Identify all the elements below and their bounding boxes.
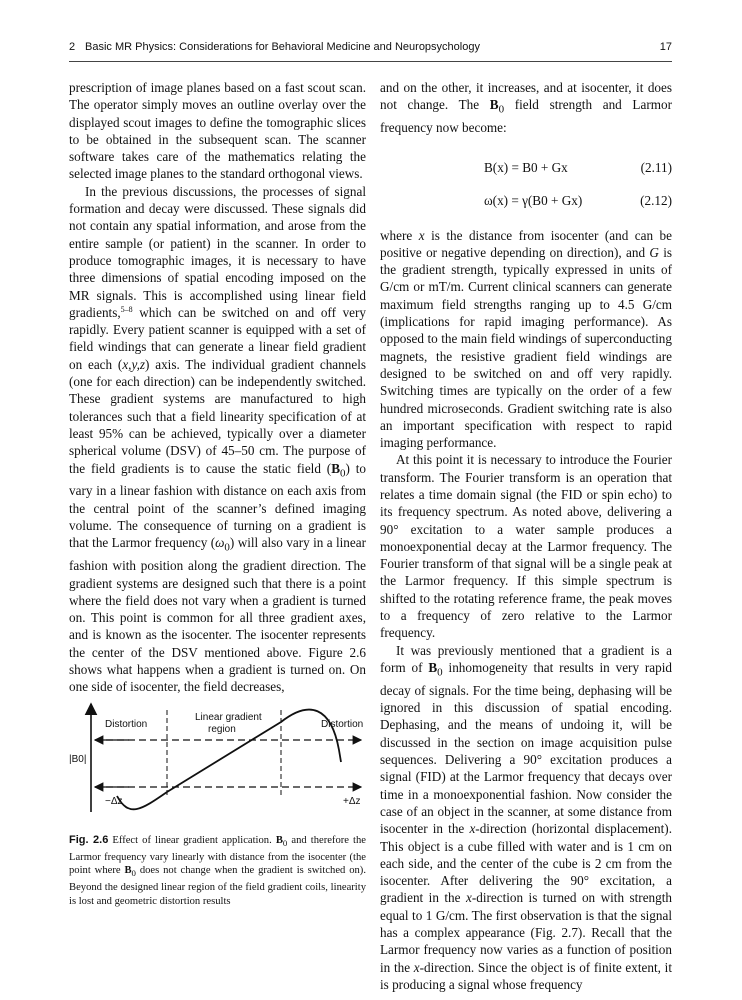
label-distortion-left: Distortion: [105, 719, 148, 730]
left-column: [69, 79, 366, 696]
label-minus-dz: −Δz: [105, 796, 123, 807]
running-title: Basic MR Physics: Considerations for Behavioral Medicine and Neuropsychology: [85, 41, 480, 53]
equation-number: (2.11): [640, 159, 672, 175]
page-number: 17: [659, 41, 672, 53]
label-y-axis: |B0|: [69, 754, 87, 765]
equation-number: (2.12): [640, 192, 672, 208]
chapter-number: 2: [69, 41, 76, 53]
equation-expression: B(x) = B0 + Gx: [484, 159, 568, 175]
equation-expression: ω(x) = γ(B0 + Gx): [484, 192, 583, 208]
paragraph: where x is the distance from isocenter (and can be positive or negative depending on direction), and G is the gradient strength, typically expressed in units of G/cm or mT/m. Current clinical scanners can generate maximum field strengths ranging up to 4.5 G/cm (implications for rapid imaging performance). As opposed to the main field windings of superconducting magnets, the resistive gradient field windings are designed to be switched on and off very rapidly. Switching times are typically on the order of a few hundred microseconds. Gradient switching rate is also an important specification with respect to rapid imaging performance.: [380, 227, 673, 451]
paragraph: At this point it is necessary to introduce the Fourier transform. The Fourier transform is an operation that relates a time domain signal (the FID or spin echo) to its frequency spectrum. As noted above, delivering a 90° excitation to a water sample produces a monoexponential decay at the Larmor frequency. The Fourier transform of that signal will be a single peak at the Larmor frequency. If this simple spectrum is shifted to the rotating reference frame, the peak moves to a frequency of zero relative to the Larmor frequency.: [380, 452, 672, 641]
label-distortion-right: Distortion: [321, 719, 364, 730]
figure-2-6: [69, 700, 366, 820]
right-column: [380, 79, 672, 993]
label-linear-region-2: region: [208, 724, 236, 735]
running-header: [69, 41, 672, 59]
figure-label: Fig. 2.6: [69, 834, 109, 846]
equation-2-12: [380, 184, 672, 217]
label-linear-region: Linear gradient: [195, 712, 262, 723]
paragraph: prescription of image planes based on a fast scout scan. The operator simply moves an outline overlay over the displayed scout images to define the tomographic slices to be obtained in the subsequent scan. The scanner software takes care of the mathematics relating the selected image planes to the standard orthogonal views.: [69, 80, 366, 182]
paragraph: In the previous discussions, the processes of signal formation and decay were discussed. These signals did not contain any spatial information, and arose from the entire sample (or patient) in the scanner. In order to produce tomographic images, it is necessary to have three dimensions of spatial encoding imposed on the MR signals. This is accomplished using linear field gradients,$^{5-8}$ which can be switched on and off very rapidly. Every patient scanner is equipped with a set of field windings that can generate a linear field gradient on each (x,y,z) axis. The individual gradient channels (one for each direction) can be independently switched. These gradient systems are manufactured to high tolerances such that a field linearity specification of at least 95% can be achieved, typically over a diameter spherical volume (DSV) of 45–50 cm. The purpose of the field gradients is to cause the static field $(B_0)$ to vary in a linear fashion with distance on each axis from the central point of the scanner’s defined imaging volume. The consequence of turning on a gradient is that the Larmor frequency $(\omega_0)$ will also vary in a linear fashion with position along the gradient direction. The gradient systems are designed such that there is a point where the field does not vary when a gradient is turned on. This point is common for all three gradient axes, and is known as the isocenter. The isocenter represents the center of the DSV mentioned above. Figure 2.6 shows what happens when a gradient is turned on. On one side of isocenter, the field decreases,: [69, 183, 366, 695]
gradient-diagram: [69, 700, 366, 820]
header-rule: [69, 61, 672, 62]
figure-caption: Fig. 2.6 Effect of linear gradient application. $B_0$ and therefore the Larmor frequency vary linearly with distance from the isocenter (the point where $B_0$ does not change when the gradient is switched on). Beyond the designed linear region of the field gradient coils, linearity is lost and geometric distortion results: [69, 834, 366, 907]
label-plus-dz: +Δz: [343, 796, 361, 807]
paragraph: It was previously mentioned that a gradient is a form of $B_0$ inhomogeneity that results in very rapid decay of signals. For the time being, dephasing will be ignored in this discussion of spatial encoding. Dephasing, and the means of undoing it, will be discussed in the section on image acquisition pulse sequences. Delivering a 90° excitation produces a signal (FID) at the Larmor frequency that decays over time in a monoexponential fashion. Now consider the case of an object in the scanner, at some distance from isocenter in the x-direction (horizontal displacement). This object is a cube filled with water and is 1 cm on each side, and the center of the cube is 2 cm from the isocenter. After delivering the 90° excitation, a gradient in the x-direction is turned on with strength equal to 1 G/cm. The first observation is that the signal has a complex appearance (Fig. 2.7). Recall that the Larmor frequency now varies as a function of position in the x-direction. Since the object is of finite extent, it is producing a signal whose frequency: [380, 642, 673, 992]
equation-2-11: [380, 151, 672, 184]
paragraph: and on the other, it increases, and at isocenter, it does not change. The $B_0$ field strength and Larmor frequency now become:: [380, 80, 672, 136]
